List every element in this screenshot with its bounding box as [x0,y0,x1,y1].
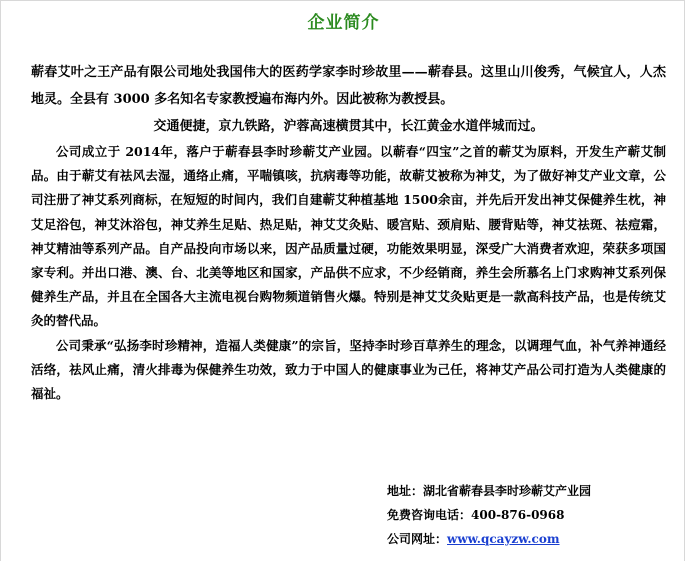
address-row [387,479,591,503]
website-link[interactable]: www.qcayzw.com [447,532,560,546]
intro-block [31,59,666,140]
phone-label: 免费咨询电话： [387,508,472,522]
address-value: 湖北省蕲春县李时珍蕲艾产业园 [423,484,592,498]
phone-row [387,503,591,527]
website-row [387,527,591,551]
intro-paragraph: 蕲春艾叶之王产品有限公司地处我国伟大的医药学家李时珍故里——蕲春县。这里山川俊秀，气候宜人，人杰地灵。全县有 3000 多名知名专家教授遍布海内外。因此被称为教授县。 [31,65,666,107]
description-paragraph-1: 公司成立于 2014年，落户于蕲春县李时珍蕲艾产业园。以蕲春“四宝”之首的蕲艾为原料，开发生产蕲艾制品。由于蕲艾有祛风去湿，通络止痛，平喘镇咳，抗病毒等功能，故蕲艾被称为神艾，为了做好神艾产业文章，公司注册了神艾系列商标，在短短的时间内，我们自建蕲艾种植基地 1500余亩，并先后开发出神艾保健养生枕，神艾足浴包，神艾沐浴包，神艾养生足贴、热足贴，神艾艾灸贴、暖宫贴、颈肩贴、腰背贴等，神艾祛斑、祛痘霜，神艾精油等系列产品。自产品投向市场以来，因产品质量过硬，功能效果明显，深受广大消费者欢迎，荣获多项国家专利。并出口港、澳、台、北美等地区和国家，产品供不应求，不少经销商，养生会所慕名上门求购神艾系列保健养生产品，并且在全国各大主流电视台购物频道销售火爆。特别是神艾艾灸贴更是一款高科技产品，也是传统艾灸的替代品。 [31,144,666,329]
page-title: 企业简介 [307,13,380,33]
company-description [31,140,666,406]
description-paragraph-2: 公司秉承“弘扬李时珍精神，造福人类健康”的宗旨，坚持李时珍百草养生的理念，以调理气血，补气养神通经活络，祛风止痛，清火排毒为保健养生功效，致力于中国人的健康事业为己任，将神艾产品公司打造为人类健康的福祉。 [31,337,666,402]
address-label: 地址： [387,484,424,498]
website-label: 公司网址： [387,532,448,546]
phone-value: 400-876-0968 [471,508,565,522]
transport-line: 交通便捷，京九铁路，沪蓉高速横贯其中，长江黄金水道伴城而过。 [153,119,544,134]
contact-block [387,479,591,551]
